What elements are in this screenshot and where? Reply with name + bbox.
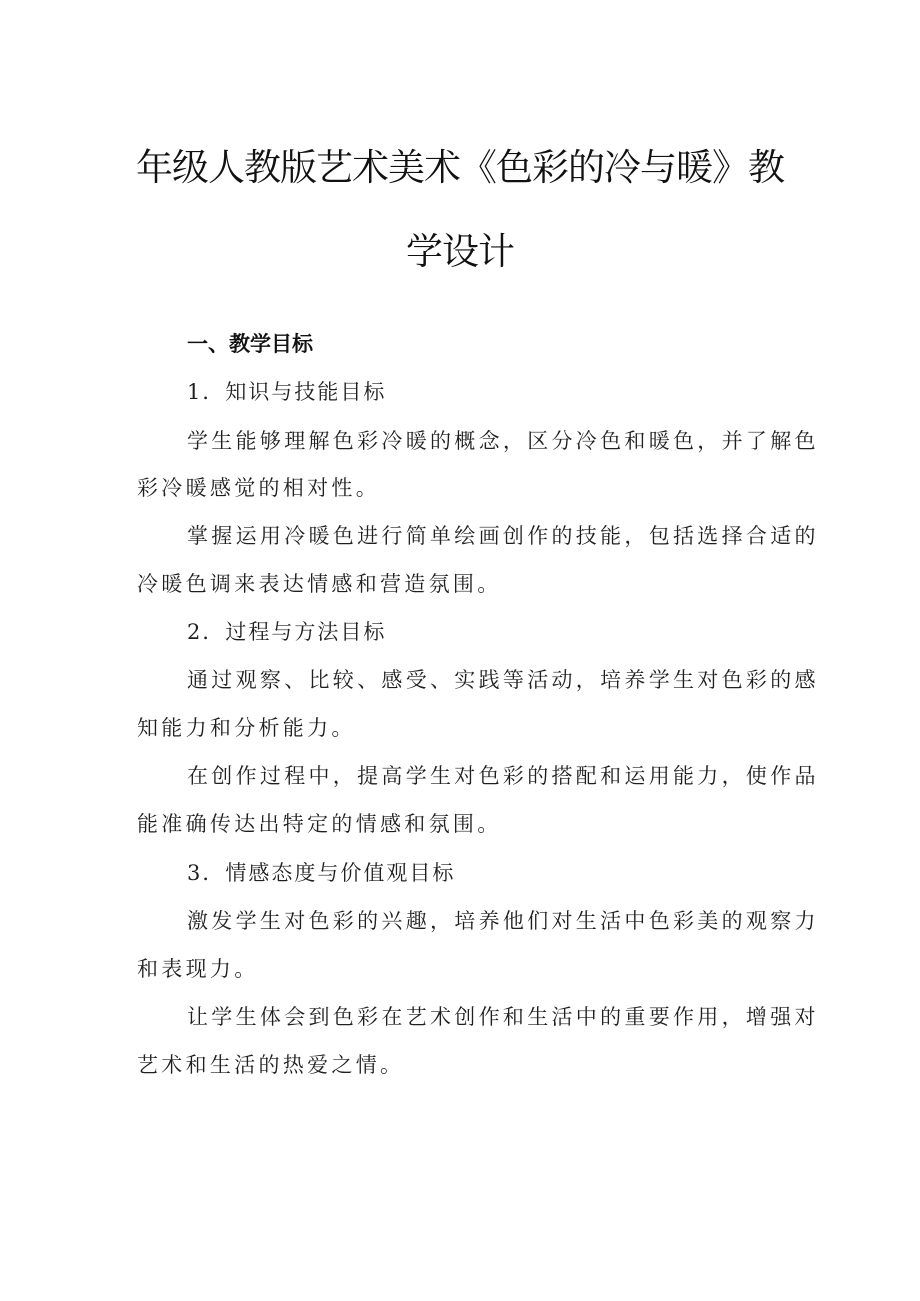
- subheading-knowledge-skills: 1．知识与技能目标: [187, 380, 387, 404]
- paragraph-line: 能准确传达出特定的情感和氛围。: [137, 812, 502, 836]
- document-title-line-2: 学设计: [406, 230, 514, 273]
- paragraph-line: 让学生体会到色彩在艺术创作和生活中的重要作用，增强对: [187, 1005, 819, 1029]
- subheading-emotion-values: 3．情感态度与价值观目标: [187, 861, 456, 885]
- section-heading-teaching-goals: 一、教学目标: [187, 332, 313, 356]
- paragraph-line: 掌握运用冷暖色进行简单绘画创作的技能，包括选择合适的: [187, 524, 819, 548]
- paragraph-line: 冷暖色调来表达情感和营造氛围。: [137, 572, 502, 596]
- subheading-process-methods: 2．过程与方法目标: [187, 620, 387, 644]
- paragraph-line: 彩冷暖感觉的相对性。: [137, 476, 380, 500]
- document-title-line-1: 年级人教版艺术美术《色彩的冷与暖》教: [136, 146, 784, 189]
- paragraph-line: 通过观察、比较、感受、实践等活动，培养学生对色彩的感: [187, 668, 819, 692]
- paragraph-line: 激发学生对色彩的兴趣，培养他们对生活中色彩美的观察力: [187, 909, 819, 933]
- paragraph-line: 和表现力。: [137, 957, 259, 981]
- paragraph-line: 艺术和生活的热爱之情。: [137, 1053, 405, 1077]
- paragraph-line: 知能力和分析能力。: [137, 716, 356, 740]
- paragraph-line: 在创作过程中，提高学生对色彩的搭配和运用能力，使作品: [187, 764, 819, 788]
- paragraph-line: 学生能够理解色彩冷暖的概念，区分冷色和暖色，并了解色: [187, 429, 819, 453]
